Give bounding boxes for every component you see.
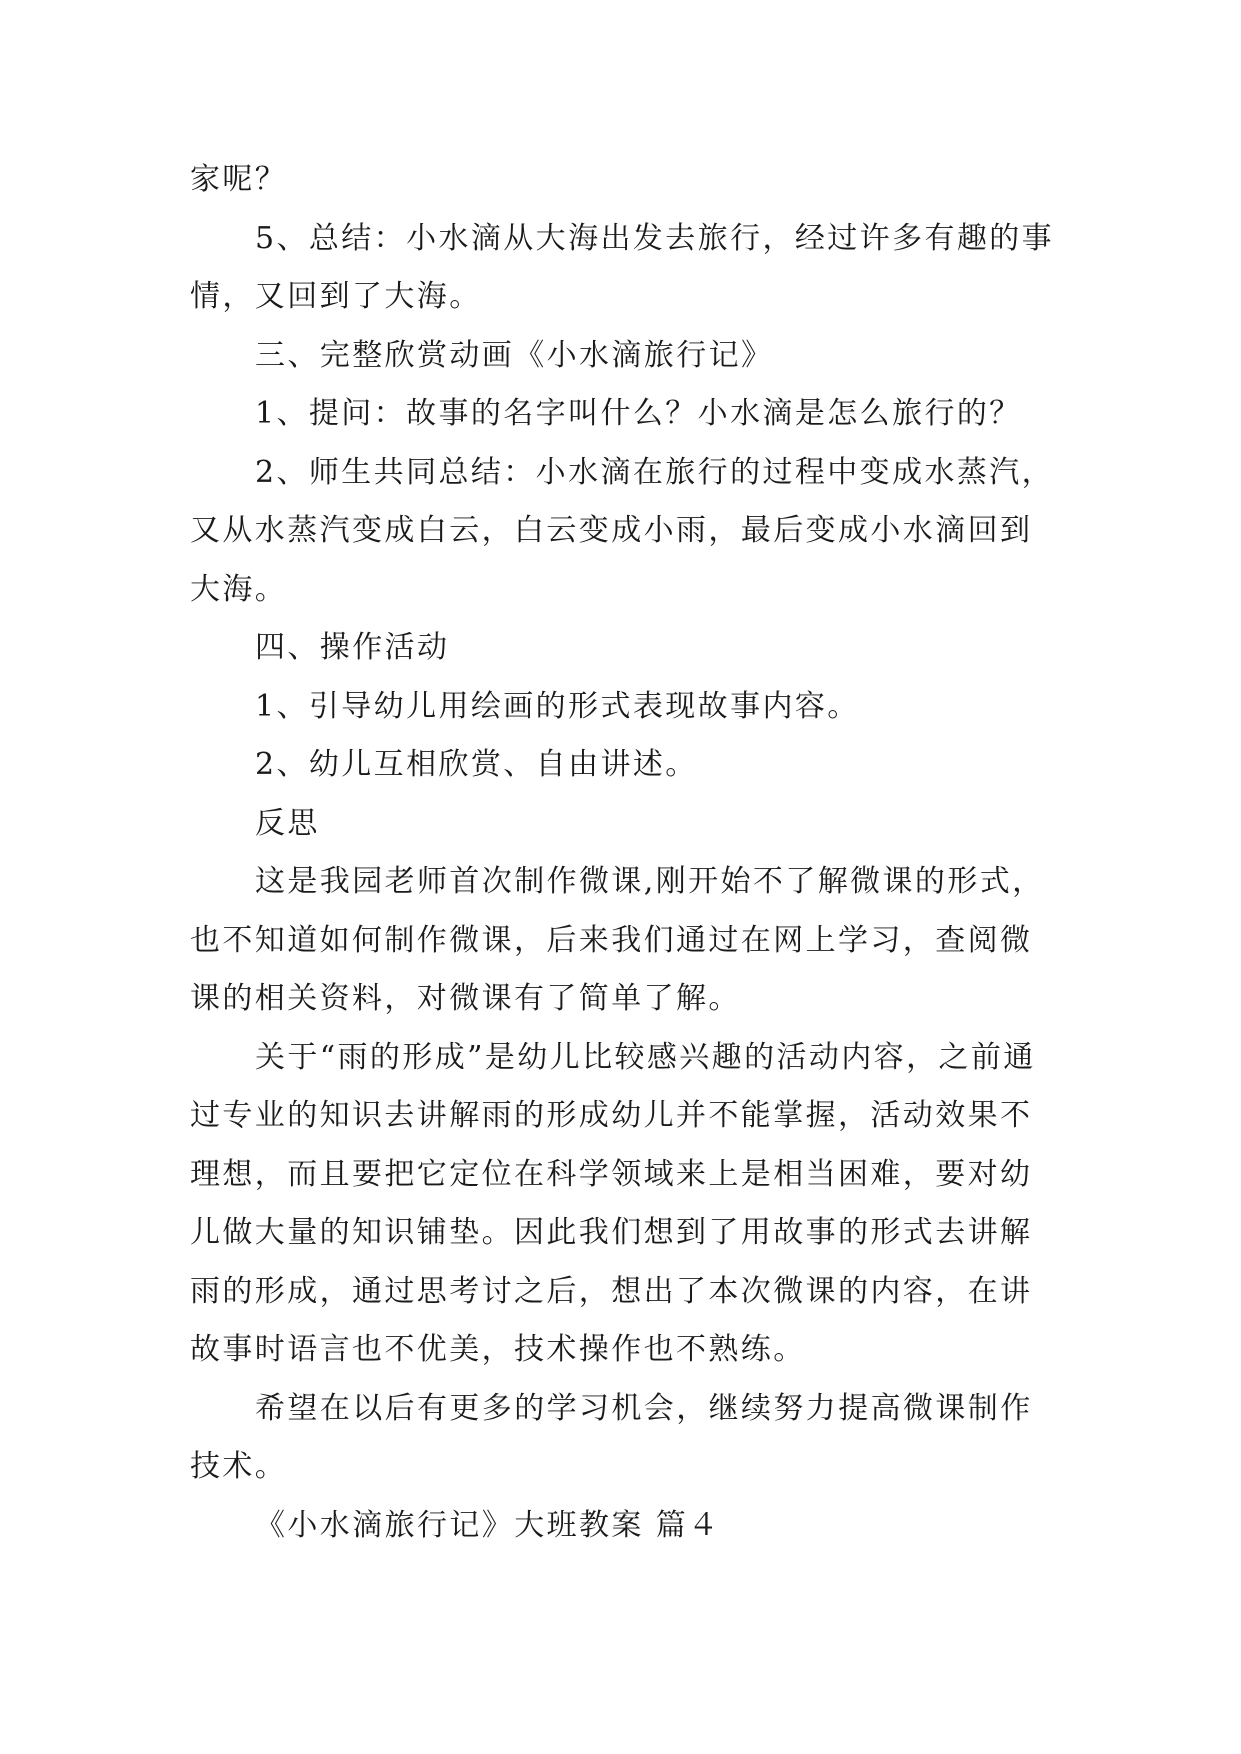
paragraph-question-1: 1、提问：故事的名字叫什么？小水滴是怎么旅行的？	[255, 396, 1022, 431]
paragraph-reflection-3: 希望在以后有更多的学习机会，继续努力提高微课制作技术。	[190, 1390, 1033, 1484]
reflection-heading: 反思	[255, 805, 320, 841]
next-lesson-title: 《小水滴旅行记》大班教案 篇４	[255, 1507, 721, 1543]
section-heading-3: 三、完整欣赏动画《小水滴旅行记》	[255, 337, 774, 373]
paragraph-reflection-2: 关于“雨的形成”是幼儿比较感兴趣的活动内容，之前通过专业的知识去讲解雨的形成幼儿并不能掌握，活动效果不理想，而且要把它定位在科学领域来上是相当困难，要对幼儿做大量的知识铺垫。因此我们想到了用故事的形式去讲解雨的形成，通过思考讨之后，想出了本次微课的内容，在讲故事时语言也不优美，技术操作也不熟练。	[190, 1039, 1036, 1367]
paragraph-activity-2: 2、幼儿互相欣赏、自由讲述。	[255, 747, 698, 782]
paragraph-summary-2: 2、师生共同总结：小水滴在旅行的过程中变成水蒸汽，又从水蒸汽变成白云，白云变成小雨，最后变成小水滴回到大海。	[190, 454, 1055, 607]
document-body	[190, 151, 1060, 1555]
section-heading-4: 四、操作活动	[255, 630, 450, 665]
paragraph-continuation: 家呢？	[190, 162, 288, 197]
paragraph-summary-step-5: 5、总结：小水滴从大海出发去旅行，经过许多有趣的事情，又回到了大海。	[190, 220, 1055, 314]
paragraph-activity-1: 1、引导幼儿用绘画的形式表现故事内容。	[255, 688, 860, 724]
paragraph-reflection-1: 这是我园老师首次制作微课,刚开始不了解微课的形式，也不知道如何制作微课，后来我们通过在网上学习，查阅微课的相关资料，对微课有了简单了解。	[190, 864, 1045, 1016]
